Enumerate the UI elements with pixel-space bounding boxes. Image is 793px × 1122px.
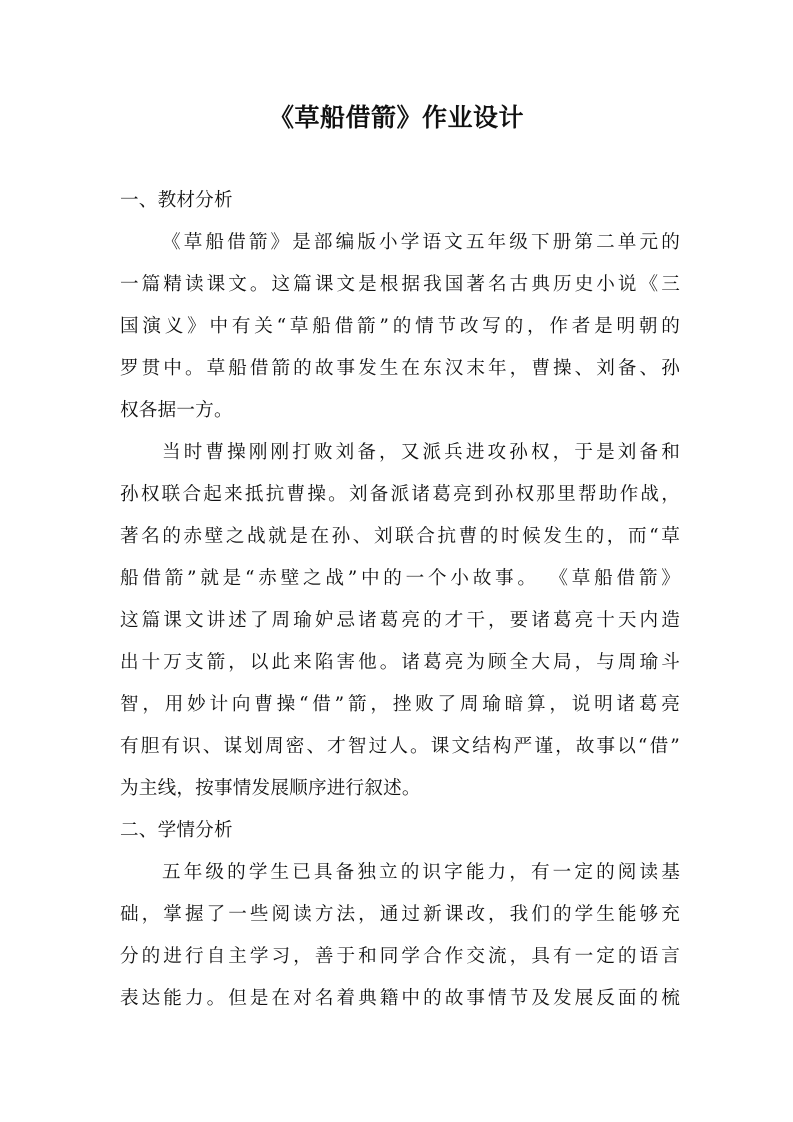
paragraph-line: 表达能力。但是在对名着典籍中的故事情节及发展反面的梳 bbox=[120, 988, 680, 1009]
paragraph-line: 罗贯中。草船借箭的故事发生在东汉末年，曹操、刘备、孙 bbox=[120, 358, 680, 379]
paragraph-line: 智，用妙计向曹操“借”箭，挫败了周瑜暗算，说明诸葛亮 bbox=[120, 694, 680, 715]
paragraph-line: 国演义》中有关“草船借箭”的情节改写的，作者是明朝的 bbox=[120, 316, 680, 337]
paragraph-line: 著名的赤壁之战就是在孙、刘联合抗曹的时候发生的，而“草 bbox=[120, 526, 680, 547]
paragraph-line: 当时曹操刚刚打败刘备，又派兵进攻孙权，于是刘备和 bbox=[162, 442, 680, 463]
paragraph-line: 这篇课文讲述了周瑜妒忌诸葛亮的才干，要诸葛亮十天内造 bbox=[120, 610, 680, 631]
section-heading: 一、教材分析 bbox=[120, 190, 233, 211]
paragraph-line: 权各据一方。 bbox=[120, 400, 233, 421]
paragraph-line: 一篇精读课文。这篇课文是根据我国著名古典历史小说《三 bbox=[120, 274, 680, 295]
paragraph-line: 出十万支箭，以此来陷害他。诸葛亮为顾全大局，与周瑜斗 bbox=[120, 652, 680, 673]
paragraph-line: 分的进行自主学习，善于和同学合作交流，具有一定的语言 bbox=[120, 946, 680, 967]
paragraph-line: 为主线，按事情发展顺序进行叙述。 bbox=[120, 778, 421, 799]
paragraph-line: 有胆有识、谋划周密、才智过人。课文结构严谨，故事以“借” bbox=[120, 736, 680, 757]
section-heading: 二、学情分析 bbox=[120, 820, 233, 841]
paragraph-line: 孙权联合起来抵抗曹操。刘备派诸葛亮到孙权那里帮助作战， bbox=[120, 484, 680, 505]
paragraph-line: 船借箭”就是“赤壁之战”中的一个小故事。 《草船借箭》 bbox=[120, 568, 680, 589]
paragraph-line: 五年级的学生已具备独立的识字能力，有一定的阅读基 bbox=[162, 862, 680, 883]
document-title: 《草船借箭》作业设计 bbox=[268, 103, 524, 132]
paragraph-line: 础，掌握了一些阅读方法，通过新课改，我们的学生能够充 bbox=[120, 904, 680, 925]
paragraph-line: 《草船借箭》是部编版小学语文五年级下册第二单元的 bbox=[162, 232, 680, 253]
